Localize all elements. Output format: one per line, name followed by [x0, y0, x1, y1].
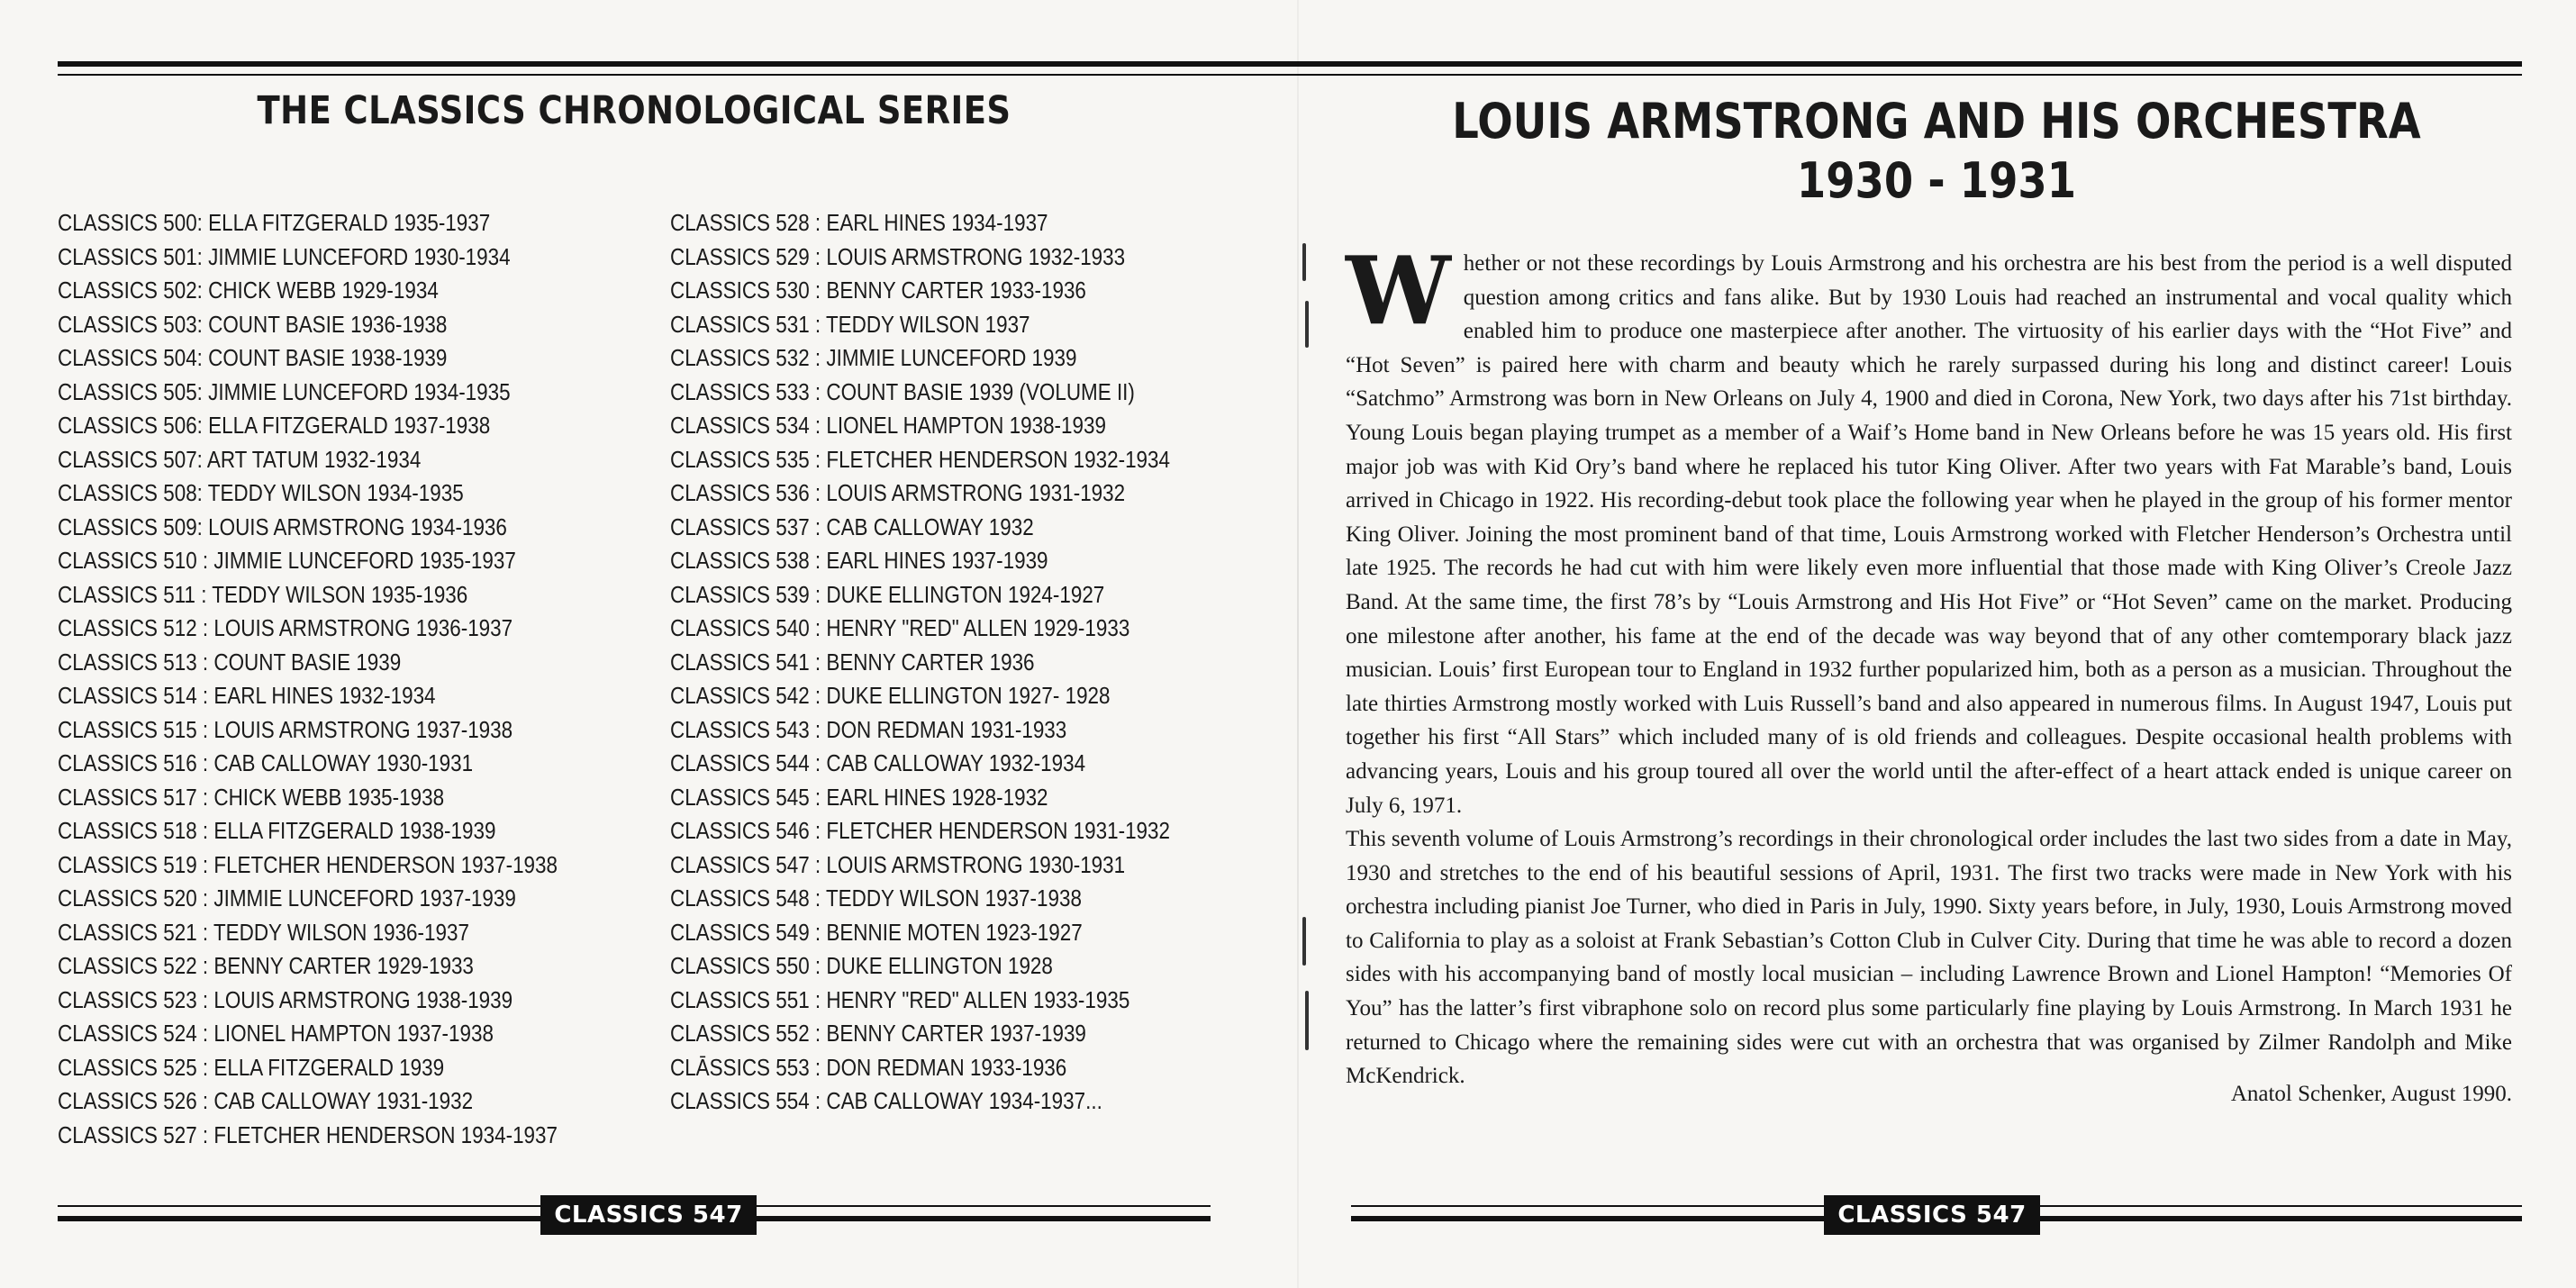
list-item: CLASSICS 534 : LIONEL HAMPTON 1938-1939	[670, 413, 1106, 439]
series-list-column-2	[670, 207, 1170, 1120]
album-title-name: LOUIS ARMSTRONG AND HIS ORCHESTRA	[1452, 93, 2421, 150]
list-item: CLASSICS 511 : TEDDY WILSON 1935-1936	[58, 582, 468, 608]
staple-mark	[1305, 991, 1309, 1050]
liner-notes-paragraph: This seventh volume of Louis Armstrong’s recordings in their chronological order includes the last two sides from a date in May, 1930 and stretches to the end of his beautiful sessions of April, 1931. The first two tracks were made in New York with his orchestra including pianist Joe Turner, who died in Paris in July, 1990. Sixty years before, in July, 1930, Louis Armstrong moved to California to play as a soloist at Frank Sebastian’s Cotton Club in Culver City. During that time he was able to record a dozen sides with his accompanying band of mostly local musician – including Lawrence Brown and Lionel Hampton! “Memories Of You” has the latter’s first vibraphone solo on record plus some particularly fine playing by Louis Armstrong. In March 1931 he returned to Chicago where the remaining sides were cut with an orchestra that was organised by Zilmer Randolph and Mike McKendrick.	[1346, 827, 2512, 1089]
list-item: CLASSICS 518 : ELLA FITZGERALD 1938-1939	[58, 819, 496, 844]
list-item: CLASSICS 513 : COUNT BASIE 1939	[58, 649, 402, 676]
list-item: CLASSICS 531 : TEDDY WILSON 1937	[670, 312, 1030, 338]
list-item: CLASSICS 517 : CHICK WEBB 1935-1938	[58, 785, 445, 811]
list-item: CLASSICS 512 : LOUIS ARMSTRONG 1936-1937	[58, 616, 513, 641]
list-item: CLASSICS 537 : CAB CALLOWAY 1932	[670, 514, 1034, 540]
list-item: CLASSICS 506: ELLA FITZGERALD 1937-1938	[58, 413, 491, 439]
list-item: CLASSICS 526 : CAB CALLOWAY 1931-1932	[58, 1089, 474, 1114]
list-item: CLASSICS 536 : LOUIS ARMSTRONG 1931-1932	[670, 481, 1126, 506]
list-item: CLASSICS 500: ELLA FITZGERALD 1935-1937	[58, 211, 491, 236]
list-item: CLASSICS 539 : DUKE ELLINGTON 1924-1927	[670, 582, 1105, 608]
list-item: CLASSICS 551 : HENRY "RED" ALLEN 1933-1935	[670, 987, 1130, 1013]
list-item: CLASSICS 546 : FLETCHER HENDERSON 1931-1932	[670, 819, 1170, 844]
album-title-years: 1930 - 1931	[1796, 152, 2077, 209]
list-item: CLASSICS 541 : BENNY CARTER 1936	[670, 649, 1035, 676]
list-item: CLASSICS 530 : BENNY CARTER 1933-1936	[670, 278, 1086, 304]
list-item: CLASSICS 524 : LIONEL HAMPTON 1937-1938	[58, 1021, 494, 1047]
list-item: CLASSICS 529 : LOUIS ARMSTRONG 1932-1933	[670, 244, 1126, 270]
list-item: CLASSICS 533 : COUNT BASIE 1939 (VOLUME II)	[670, 379, 1135, 405]
list-item: CLASSICS 527 : FLETCHER HENDERSON 1934-1937	[58, 1122, 558, 1148]
list-item: CLASSICS 503: COUNT BASIE 1936-1938	[58, 312, 448, 338]
list-item: CLĀSSICS 553 : DON REDMAN 1933-1936	[670, 1055, 1067, 1081]
list-item: CLASSICS 525 : ELLA FITZGERALD 1939	[58, 1055, 445, 1081]
list-item: CLASSICS 554 : CAB CALLOWAY 1934-1937...	[670, 1089, 1102, 1114]
list-item: CLASSICS 549 : BENNIE MOTEN 1923-1927	[670, 920, 1083, 946]
list-item: CLASSICS 543 : DON REDMAN 1931-1933	[670, 717, 1067, 743]
list-item: CLASSICS 504: COUNT BASIE 1938-1939	[58, 346, 448, 371]
list-item: CLASSICS 507: ART TATUM 1932-1934	[58, 447, 422, 473]
liner-notes-paragraph	[1346, 235, 2512, 822]
list-item: CLASSICS 516 : CAB CALLOWAY 1930-1931	[58, 751, 474, 776]
list-item: CLASSICS 540 : HENRY "RED" ALLEN 1929-1933	[670, 616, 1130, 641]
list-item: CLASSICS 552 : BENNY CARTER 1937-1939	[670, 1021, 1086, 1047]
list-item: CLASSICS 505: JIMMIE LUNCEFORD 1934-1935	[58, 379, 511, 405]
list-item: CLASSICS 545 : EARL HINES 1928-1932	[670, 785, 1048, 811]
staple-mark	[1302, 917, 1306, 966]
list-item: CLASSICS 509: LOUIS ARMSTRONG 1934-1936	[58, 514, 507, 540]
list-item: CLASSICS 522 : BENNY CARTER 1929-1933	[58, 954, 474, 979]
catalog-badge-right: CLASSICS 547	[1824, 1195, 2040, 1235]
author-signature: Anatol Schenker, August 1990.	[2230, 1082, 2512, 1106]
list-item: CLASSICS 542 : DUKE ELLINGTON 1927- 1928	[670, 684, 1111, 709]
list-item: CLASSICS 502: CHICK WEBB 1929-1934	[58, 278, 439, 304]
list-item: CLASSICS 547 : LOUIS ARMSTRONG 1930-1931	[670, 852, 1126, 878]
series-list-column-1	[58, 207, 558, 1153]
liner-notes	[1346, 235, 2512, 1093]
list-item: CLASSICS 514 : EARL HINES 1932-1934	[58, 684, 436, 709]
list-item: CLASSICS 550 : DUKE ELLINGTON 1928	[670, 954, 1053, 979]
top-double-rule	[58, 61, 2522, 76]
list-item: CLASSICS 528 : EARL HINES 1934-1937	[670, 211, 1048, 236]
list-item: CLASSICS 508: TEDDY WILSON 1934-1935	[58, 481, 464, 506]
series-title: THE CLASSICS CHRONOLOGICAL SERIES	[257, 88, 1011, 133]
album-title	[1433, 92, 2440, 211]
staple-mark	[1302, 243, 1306, 281]
center-fold	[1297, 0, 1299, 1288]
list-item: CLASSICS 532 : JIMMIE LUNCEFORD 1939	[670, 346, 1077, 371]
paragraph-text: hether or not these recordings by Louis Armstrong and his orchestra are his best from the period is a well disputed question among critics and fans alike. But by 1930 Louis had reached an instrumental and vocal quality which enabled him to produce one masterpiece after another. The virtuosity of his earlier days with the “Hot Five” and “Hot Seven” is paired here with charm and beauty which he rarely surpassed during his long and distinct career! Louis “Satchmo” Armstrong was born in New Orleans on July 4, 1900 and died in Corona, New York, two days after his 71st birthday. Young Louis began playing trumpet as a member of a Waif’s Home band in New Orleans before he was 15 years old. His first major job was with Kid Ory’s band where he replaced his tutor King Oliver. After two years with Fat Marable’s band, Louis arrived in Chicago in 1922. His recording-debut took place the following year when he played in the group of his former mentor King Oliver. Joining the most prominent band of that time, Louis Armstrong worked with Fletcher Henderson’s Orchestra until late 1925. The records he had cut with him were likely even more influential that those made with King Oliver’s Creole Jazz Band. At the same time, the first 78’s by “Louis Armstrong and His Hot Five” or “Hot Seven” came on the market. Producing one milestone after another, his fame at the end of the decade was way beyond that of any other comtemporary black jazz musician. Louis’ first European tour to England in 1932 further popularized him, both as a person as a musician. Throughout the late thirties Armstrong mostly worked with Luis Russell’s band and also appeared in numerous films. In August 1947, Louis put together his first “All Stars” which included many of is old friends and colleagues. Despite occasional health problems with advancing years, Louis and his group toured all over the world until the after-effect of a heart attack ended is unique career on July 6, 1971.	[1346, 251, 2512, 818]
list-item: CLASSICS 520 : JIMMIE LUNCEFORD 1937-1939	[58, 886, 516, 912]
list-item: CLASSICS 523 : LOUIS ARMSTRONG 1938-1939	[58, 987, 513, 1013]
list-item: CLASSICS 535 : FLETCHER HENDERSON 1932-1934	[670, 447, 1170, 473]
staple-mark	[1305, 301, 1309, 348]
list-item: CLASSICS 538 : EARL HINES 1937-1939	[670, 549, 1048, 574]
list-item: CLASSICS 510 : JIMMIE LUNCEFORD 1935-1937	[58, 549, 516, 574]
list-item: CLASSICS 548 : TEDDY WILSON 1937-1938	[670, 886, 1082, 912]
list-item: CLASSICS 501: JIMMIE LUNCEFORD 1930-1934	[58, 244, 511, 270]
catalog-badge-left: CLASSICS 547	[540, 1195, 757, 1235]
list-item: CLASSICS 521 : TEDDY WILSON 1936-1937	[58, 920, 469, 946]
list-item: CLASSICS 515 : LOUIS ARMSTRONG 1937-1938	[58, 717, 513, 743]
list-item: CLASSICS 519 : FLETCHER HENDERSON 1937-1938	[58, 852, 558, 878]
list-item: CLASSICS 544 : CAB CALLOWAY 1932-1934	[670, 751, 1086, 776]
drop-cap: W	[1346, 235, 1451, 346]
